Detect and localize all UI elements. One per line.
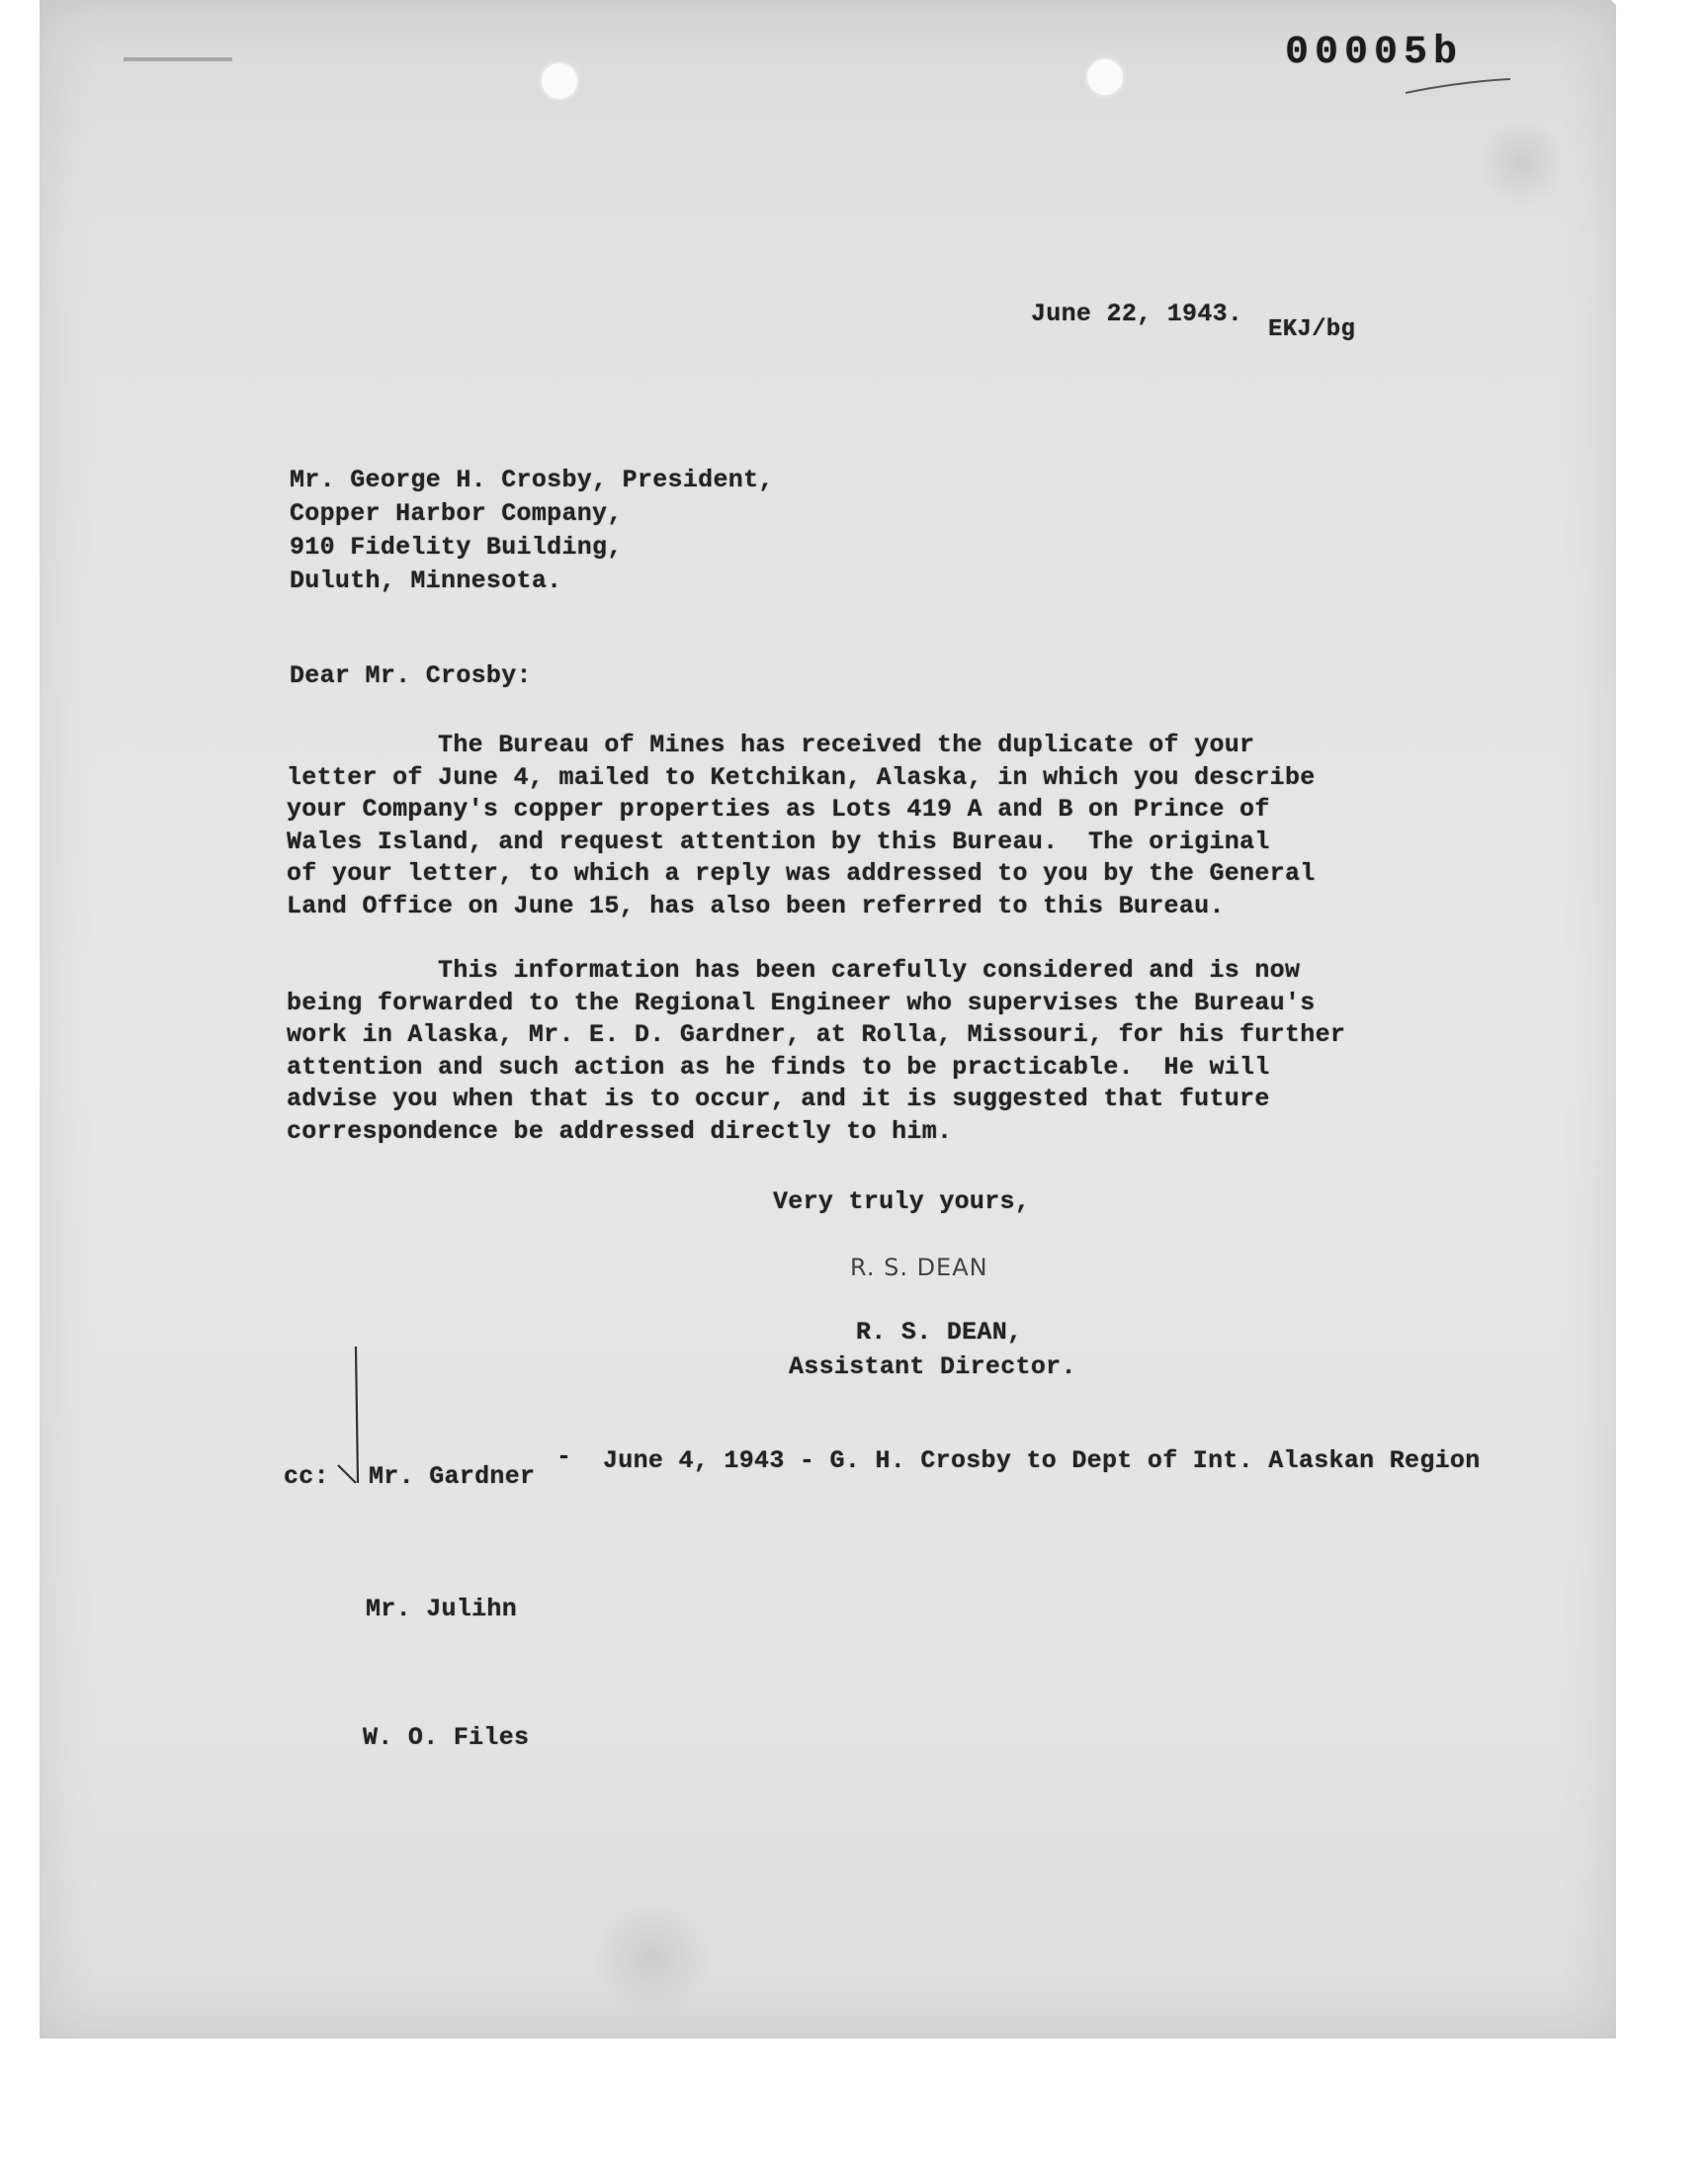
recipient-line: Mr. George H. Crosby, President, <box>290 466 774 494</box>
recipient-line: Copper Harbor Company, <box>290 499 623 528</box>
punch-hole-right <box>1087 59 1123 95</box>
stamp-underline-mark <box>1404 77 1512 97</box>
body-paragraph: The Bureau of Mines has received the duplicate of your letter of June 4, mailed to Ketchikan, Alaska, in which you describe your Company's copper properties as Lots 419 A and B on Prince of Wales Island, and request attention by this Bureau. The original of your letter, to which a reply was addressed to you by the General Land Office on June 15, has also been referred to this Bureau. <box>287 731 1316 920</box>
signature-stamp-text: R. S. DEAN <box>850 1254 988 1281</box>
body-paragraph: This information has been carefully considered and is now being forwarded to the Regional Engineer who supervises the Bureau's work in Alaska, Mr. E. D. Gardner, at Rolla, Missouri, for his further attention and such action as he finds to be practicable. He will advise you when that is to occur, and it is suggested that future correspondence be addressed directly to him. <box>287 956 1346 1146</box>
salutation: Dear Mr. Crosby: <box>290 661 532 690</box>
recipient-line: Duluth, Minnesota. <box>290 566 562 595</box>
scan-smudge <box>593 1898 712 2017</box>
signer-name: R. S. DEAN, <box>856 1318 1023 1347</box>
letter-date: June 22, 1943. <box>1031 300 1243 328</box>
reference-initials: EKJ/bg <box>1268 316 1356 343</box>
document-stamp-number: 00005b <box>1285 31 1464 75</box>
scan-smudge <box>1478 119 1567 208</box>
margin-mark <box>124 57 232 61</box>
cc-recipient: Mr. Gardner <box>369 1462 536 1491</box>
cc-recipient: W. O. Files <box>363 1723 530 1752</box>
closing: Very truly yours, <box>773 1187 1031 1216</box>
cc-handwritten-note: June 4, 1943 - G. H. Crosby to Dept of Int. Alaskan Region <box>603 1446 1481 1475</box>
cc-label: cc: <box>284 1462 329 1491</box>
recipient-line: 910 Fidelity Building, <box>290 533 623 562</box>
punch-hole-left <box>542 63 577 99</box>
folded-corner <box>1611 0 1661 49</box>
signer-title: Assistant Director. <box>789 1352 1076 1381</box>
cc-recipient: Mr. Julihn <box>366 1595 518 1623</box>
cc-dash: - <box>556 1442 572 1471</box>
signature-stamp <box>850 1254 988 1281</box>
check-mark-icon <box>334 1345 364 1488</box>
